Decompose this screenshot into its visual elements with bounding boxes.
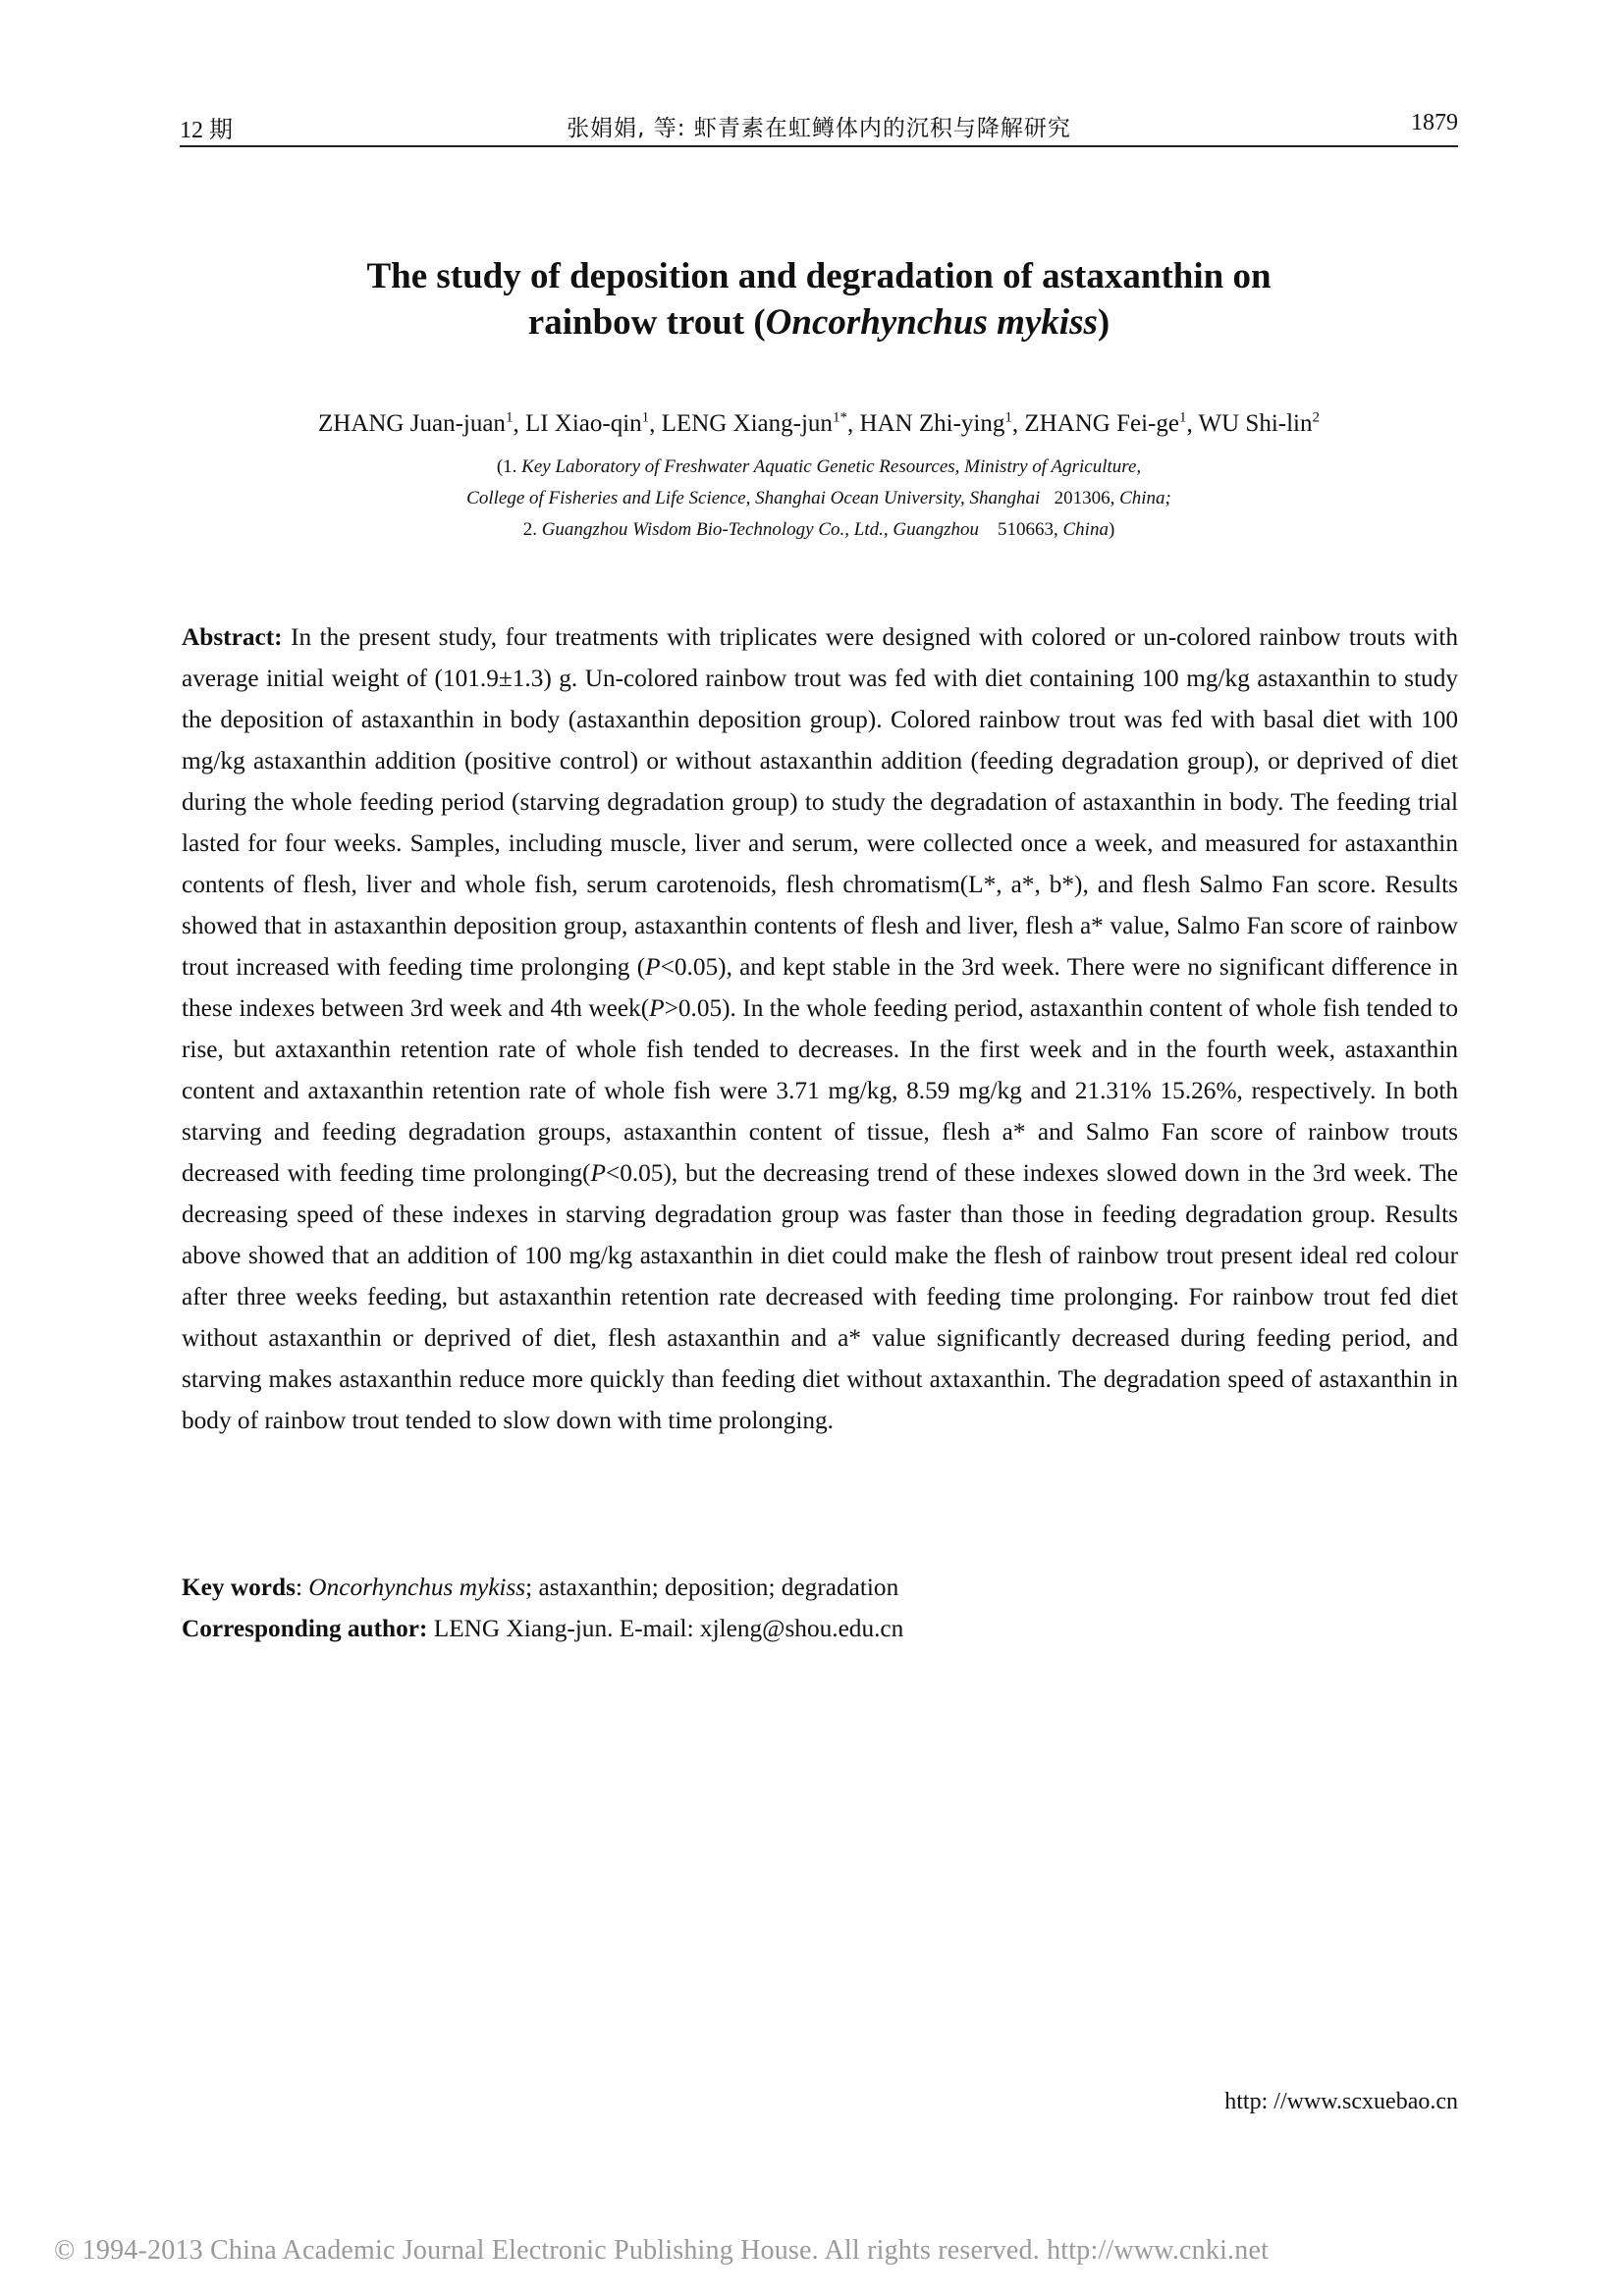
title-line-2-suffix: ) bbox=[1097, 302, 1110, 343]
keywords-label: Key words bbox=[182, 1574, 296, 1601]
paper-title bbox=[180, 253, 1458, 346]
keywords: Key words: Oncorhynchus mykiss; astaxanthin; deposition; degradation bbox=[182, 1574, 899, 1601]
abstract-text: <0.05), and kept stable in the 3rd week. There were no significant difference in these indexes between 3rd week and 4th week( bbox=[182, 953, 1458, 1022]
author: LENG Xiang-jun$^{1*}$ bbox=[661, 410, 847, 438]
author: HAN Zhi-ying$^1$ bbox=[859, 410, 1012, 438]
abstract-text: In the present study, four treatments with triplicates were designed with colored or un-colored rainbow trouts with average initial weight of (101.9±1.3) g. Un-colored rainbow trout was fed with diet containing 100 mg/kg astaxanthin to study the deposition of astaxanthin in body (astaxanthin deposition group). Colored rainbow trout was fed with basal diet with 100 mg/kg astaxanthin addition (positive control) or without astaxanthin addition (feeding degradation group), or deprived of diet during the whole feeding period (starving degradation group) to study the degradation of astaxanthin in body. The feeding trial lasted for four weeks. Samples, including muscle, liver and serum, were collected once a week, and measured for astaxanthin contents of flesh, liver and whole fish, serum carotenoids, flesh chromatism(L*, a*, b*), and flesh Salmo Fan score. Results showed that in astaxanthin deposition group, astaxanthin contents of flesh and liver, flesh a* value, Salmo Fan score of rainbow trout increased with feeding time prolonging ( bbox=[182, 623, 1458, 981]
abstract bbox=[182, 616, 1458, 1441]
running-title: 张娟娟, 等: 虾青素在虹鳟体内的沉积与降解研究 bbox=[567, 116, 1071, 141]
page-number: 1879 bbox=[1411, 110, 1458, 135]
abstract-text: >0.05). In the whole feeding period, astaxanthin content of whole fish tended to rise, but axtaxanthin retention rate of whole fish tended to decreases. In the first week and in the fourth week, astaxanthin content and axtaxanthin retention rate of whole fish were 3.71 mg/kg, 8.59 mg/kg and 21.31% 15.26%, respectively. In both starving and feeding degradation groups, astaxanthin content of tissue, flesh a* and Salmo Fan score of rainbow trouts decreased with feeding time prolonging( bbox=[182, 994, 1458, 1187]
title-species: Oncorhynchus mykiss bbox=[765, 302, 1098, 343]
abstract-label: Abstract: bbox=[182, 623, 283, 651]
running-header bbox=[180, 106, 1458, 147]
title-line-1: The study of deposition and degradation of astaxanthin on bbox=[366, 256, 1272, 296]
author-list: ZHANG Juan-juan$^1$, LI Xiao-qin$^1$, LENG Xiang-jun$^{1*}$, HAN Zhi-ying$^1$, ZHANG Fei-$ge^1$, WU Shi-lin$^2$ bbox=[318, 410, 1320, 438]
author: WU Shi-lin$^2$ bbox=[1198, 410, 1320, 438]
affiliation-line-2: College of Fisheries and Life Science, Shanghai Ocean University, Shanghai 201306, China; bbox=[466, 488, 1171, 508]
corresponding-label: Corresponding author: bbox=[182, 1615, 428, 1642]
affiliation-line-1: (1. Key Laboratory of Freshwater Aquatic Genetic Resources, Ministry of Agriculture, bbox=[496, 456, 1142, 477]
keywords-text: ; astaxanthin; deposition; degradation bbox=[525, 1574, 899, 1601]
keyword-species: Oncorhynchus mykiss bbox=[308, 1574, 526, 1601]
abstract-text: <0.05), but the decreasing trend of these indexes slowed down in the 3rd week. The decreasing speed of these indexes in starving degradation group was faster than those in feeding degradation group. Results above showed that an addition of 100 mg/kg astaxanthin in diet could make the flesh of rainbow trout present ideal red colour after three weeks feeding, but astaxanthin retention rate decreased with feeding time prolonging. For rainbow trout fed diet without astaxanthin or deprived of diet, flesh astaxanthin and a* value significantly decreased during feeding period, and starving makes astaxanthin reduce more quickly than feeding diet without axtaxanthin. The degradation speed of astaxanthin in body of rainbow trout tended to slow down with time prolonging. bbox=[182, 1159, 1458, 1434]
corresponding-text: LENG Xiang-jun. E-mail: xjleng@shou.edu.cn bbox=[427, 1615, 904, 1642]
p-symbol: P bbox=[649, 994, 665, 1022]
author: LI Xiao-qin$^1$ bbox=[524, 410, 650, 438]
p-symbol: P bbox=[590, 1159, 606, 1187]
p-symbol: P bbox=[645, 953, 661, 981]
corresponding-author bbox=[182, 1608, 1458, 1649]
author: ZHANG Juan-juan$^1$ bbox=[318, 410, 514, 438]
copyright-notice: © 1994-2013 China Academic Journal Electronic Publishing House. All rights reserved. http://www.cnki.net bbox=[54, 2235, 1270, 2266]
issue-number: 12 期 bbox=[180, 118, 233, 143]
title-line-2 bbox=[180, 299, 1458, 346]
journal-url[interactable]: http: //www.scxuebao.cn bbox=[1224, 2089, 1458, 2114]
affiliations bbox=[180, 452, 1458, 546]
affiliation-line-3: 2. Guangzhou Wisdom Bio-Technology Co., Ltd., Guangzhou 510663, China) bbox=[522, 519, 1115, 540]
author: ZHANG Fei-$ge^1$ bbox=[1024, 410, 1187, 438]
title-line-2-prefix: rainbow trout ( bbox=[527, 302, 766, 343]
